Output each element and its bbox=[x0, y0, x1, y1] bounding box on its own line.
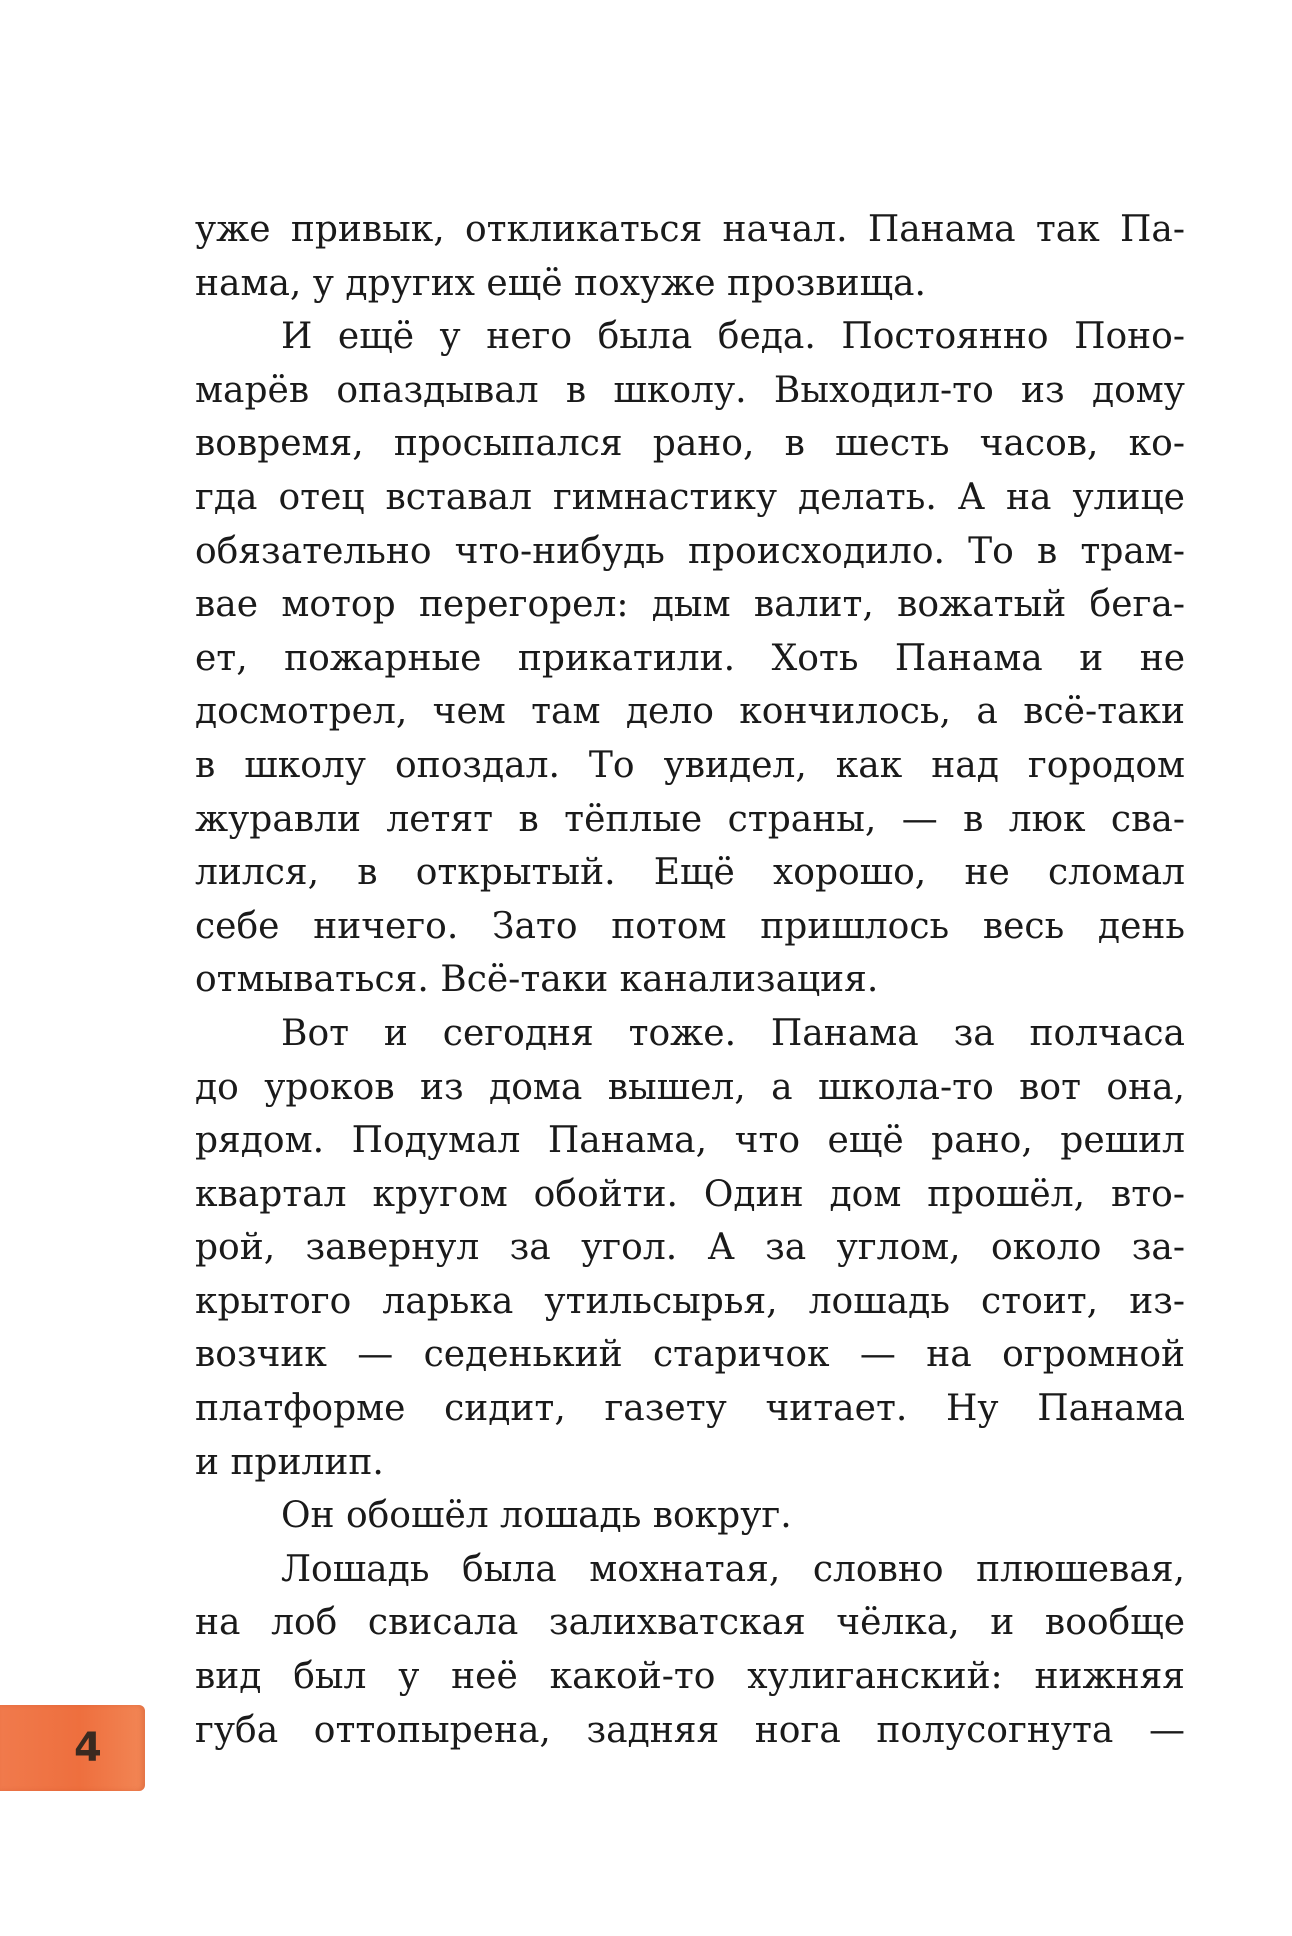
text-line: Он обошёл лошадь вокруг. bbox=[281, 1495, 792, 1537]
text-line: ет, пожарные прикатили. Хоть Панама и не bbox=[195, 637, 1185, 679]
text-line: крытого ларька утильсырья, лошадь стоит, из- bbox=[195, 1280, 1185, 1322]
text-line: губа оттопырена, задняя нога полусогнута — bbox=[195, 1709, 1185, 1751]
page-number: 4 bbox=[74, 1725, 102, 1771]
text-line: Вот и сегодня тоже. Панама за полчаса bbox=[281, 1012, 1185, 1054]
text-line: в школу опоздал. То увидел, как над городом bbox=[195, 744, 1185, 786]
text-line: журавли летят в тёплые страны, — в люк сва- bbox=[195, 798, 1185, 840]
text-line: платформе сидит, газету читает. Ну Панама bbox=[195, 1388, 1185, 1430]
text-line: на лоб свисала залихватская чёлка, и вообще bbox=[195, 1602, 1185, 1644]
text-line: рядом. Подумал Панама, что ещё рано, решил bbox=[195, 1120, 1185, 1162]
text-line: возчик — седенький старичок — на огромной bbox=[195, 1334, 1185, 1376]
text-line: квартал кругом обойти. Один дом прошёл, вто- bbox=[195, 1173, 1185, 1215]
text-line: вид был у неё какой-то хулиганский: нижняя bbox=[195, 1656, 1185, 1698]
text-line: Лошадь была мохнатая, словно плюшевая, bbox=[281, 1548, 1185, 1590]
text-line: вае мотор перегорел: дым валит, вожатый бега- bbox=[195, 584, 1185, 626]
text-line: обязательно что-нибудь происходило. То в трам- bbox=[195, 530, 1185, 572]
text-line: рой, завернул за угол. А за углом, около за- bbox=[195, 1227, 1185, 1269]
text-line: лился, в открытый. Ещё хорошо, не сломал bbox=[195, 852, 1185, 894]
text-line: и прилип. bbox=[195, 1441, 384, 1483]
text-line: вовремя, просыпался рано, в шесть часов, ко- bbox=[195, 423, 1185, 465]
text-line: до уроков из дома вышел, а школа-то вот она, bbox=[195, 1066, 1185, 1108]
text-line: уже привык, откликаться начал. Панама так Па- bbox=[195, 209, 1185, 250]
body-text bbox=[195, 203, 1185, 1757]
text-line: себе ничего. Зато потом пришлось весь день bbox=[195, 905, 1185, 947]
text-line: нама, у других ещё похуже прозвища. bbox=[195, 262, 926, 304]
text-line: гда отец вставал гимнастику делать. А на улице bbox=[195, 476, 1185, 518]
page-number-tab bbox=[0, 1705, 145, 1791]
text-line: И ещё у него была беда. Постоянно Поно- bbox=[281, 316, 1185, 358]
text-line: марёв опаздывал в школу. Выходил-то из дому bbox=[195, 369, 1185, 411]
text-line: досмотрел, чем там дело кончилось, а всё-таки bbox=[195, 691, 1185, 733]
text-line: отмываться. Всё-таки канализация. bbox=[195, 959, 879, 1001]
